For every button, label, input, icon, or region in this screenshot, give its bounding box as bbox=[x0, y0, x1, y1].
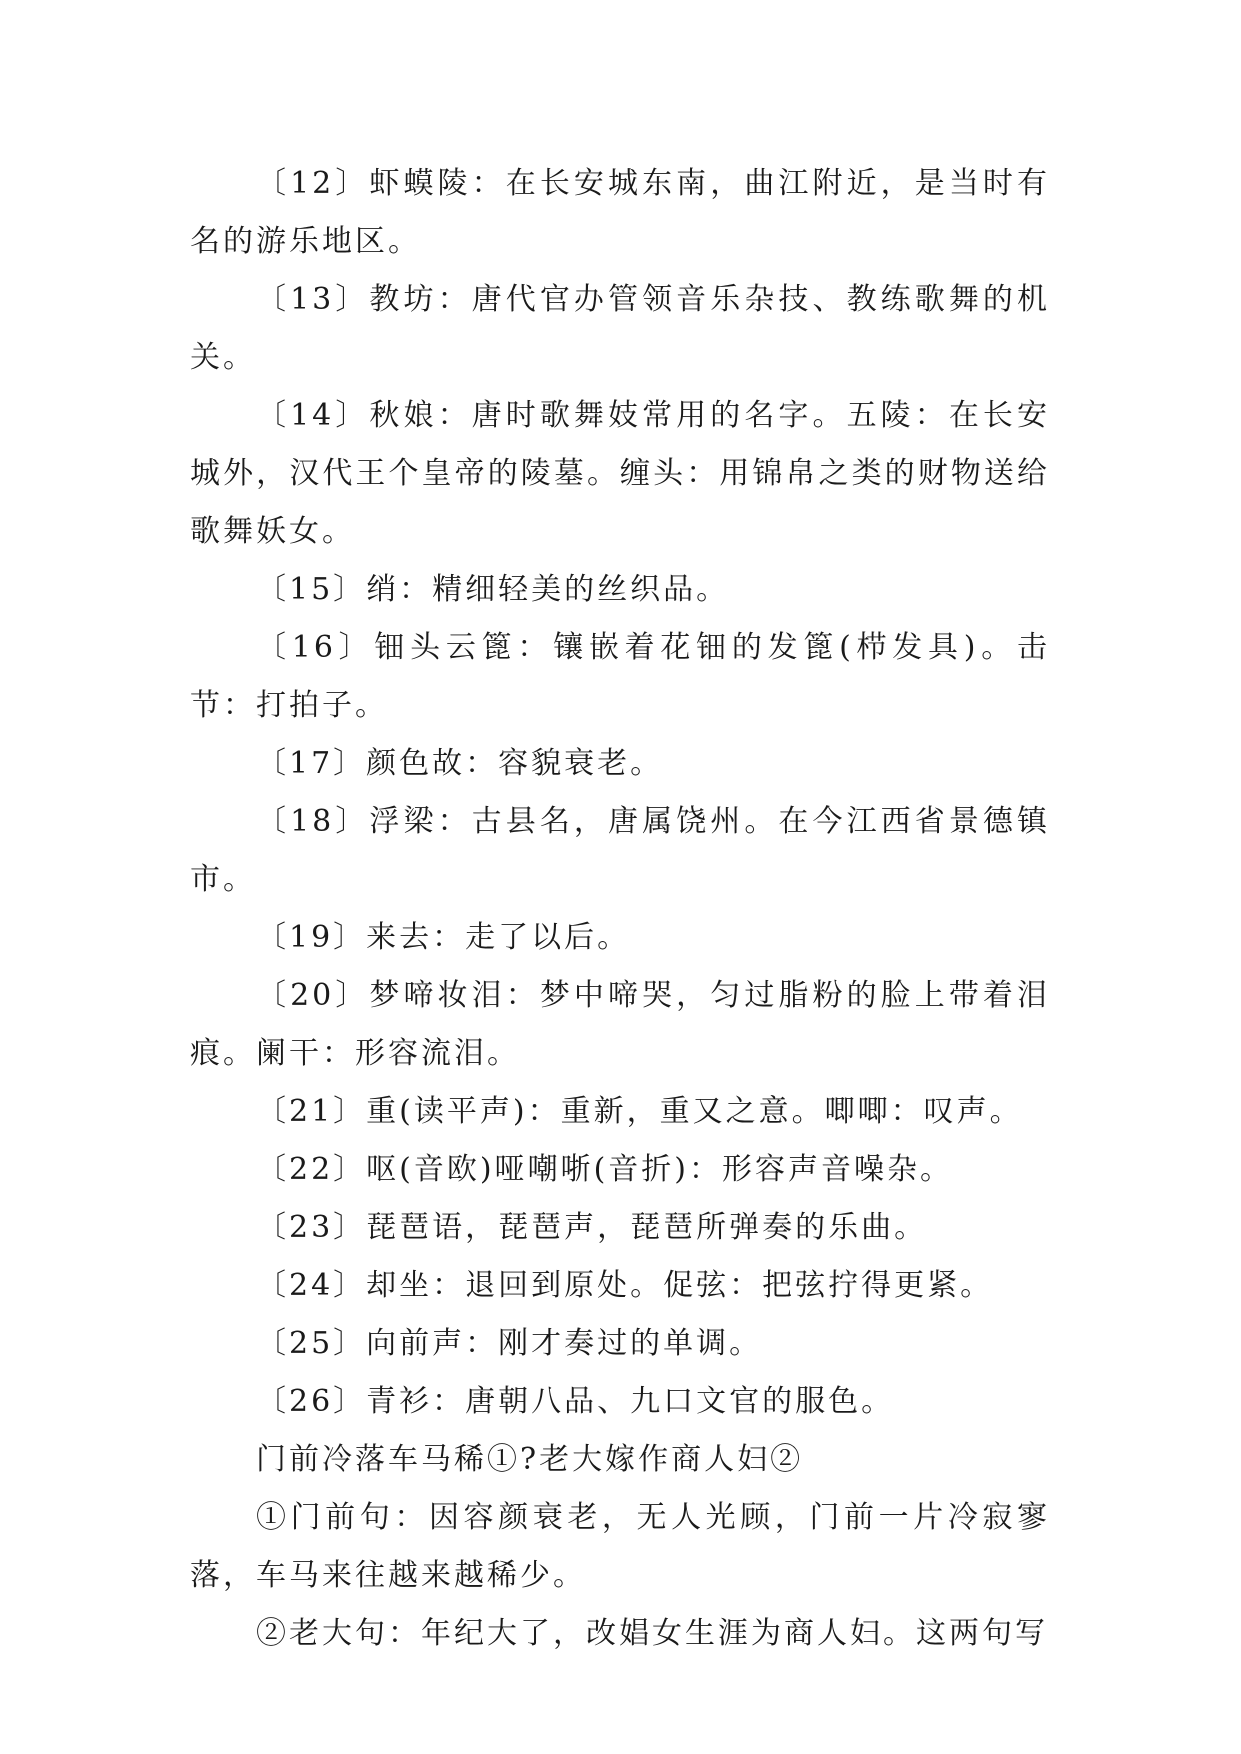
note-20: 〔20〕梦啼妆泪：梦中啼哭，匀过脂粉的脸上带着泪痕。阑干：形容流泪。 bbox=[190, 978, 1050, 1071]
note-23: 〔23〕琵琶语，琵琶声，琵琶所弹奏的乐曲。 bbox=[256, 1210, 928, 1245]
note-24: 〔24〕却坐：退回到原处。促弦：把弦拧得更紧。 bbox=[256, 1268, 994, 1303]
note-25: 〔25〕向前声：刚才奏过的单调。 bbox=[256, 1326, 763, 1361]
note-19: 〔19〕来去：走了以后。 bbox=[256, 920, 631, 955]
note-18: 〔18〕浮梁：古县名，唐属饶州。在今江西省景德镇市。 bbox=[190, 804, 1050, 897]
note-15: 〔15〕绡：精细轻美的丝织品。 bbox=[256, 572, 730, 607]
note-17: 〔17〕颜色故：容貌衰老。 bbox=[256, 746, 664, 781]
note-21: 〔21〕重(读平声)：重新，重又之意。唧唧：叹声。 bbox=[256, 1094, 1023, 1129]
note-12: 〔12〕虾蟆陵：在长安城东南，曲江附近，是当时有名的游乐地区。 bbox=[190, 166, 1050, 259]
note-14: 〔14〕秋娘：唐时歌舞妓常用的名字。五陵：在长安城外，汉代王个皇帝的陵墓。缠头：用锦帛之类的财物送给歌舞妖女。 bbox=[190, 398, 1050, 549]
verse-line: 门前冷落车马稀①?老大嫁作商人妇② bbox=[256, 1442, 804, 1477]
note-16: 〔16〕钿头云篦：镶嵌着花钿的发篦(栉发具)。击节：打拍子。 bbox=[190, 630, 1050, 723]
note-26: 〔26〕青衫：唐朝八品、九口文官的服色。 bbox=[256, 1384, 895, 1419]
verse-note-1: ①门前句：因容颜衰老，无人光顾，门前一片冷寂寥落，车马来往越来越稀少。 bbox=[190, 1500, 1050, 1593]
document-body bbox=[190, 155, 1050, 1663]
note-13: 〔13〕教坊：唐代官办管领音乐杂技、教练歌舞的机关。 bbox=[190, 282, 1050, 375]
note-22: 〔22〕呕(音欧)哑嘲哳(音折)：形容声音噪杂。 bbox=[256, 1152, 953, 1187]
verse-note-2: ②老大句：年纪大了，改娼女生涯为商人妇。这两句写 bbox=[256, 1616, 1048, 1651]
